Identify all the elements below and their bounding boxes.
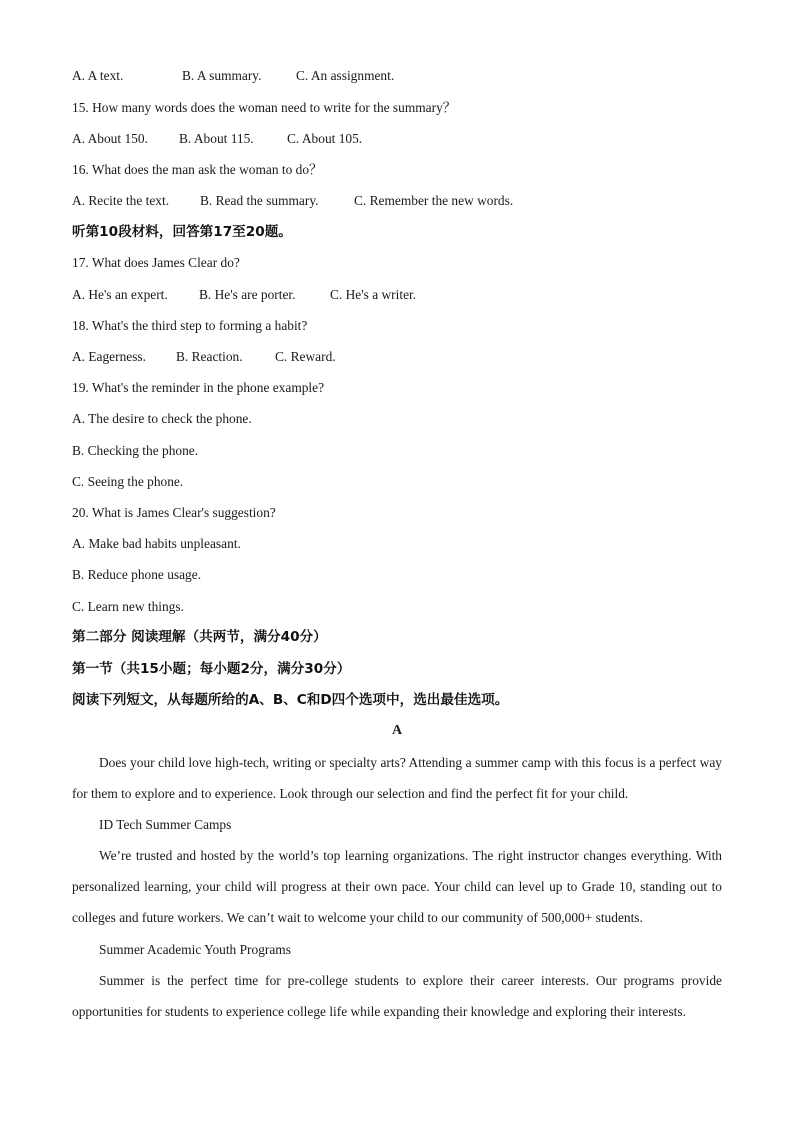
q16-question: 16. What does the man ask the woman to do？ — [72, 162, 323, 177]
part2-title: 第二部分 阅读理解（共两节，满分40分） — [72, 629, 327, 645]
passage-paragraph-3 — [72, 965, 722, 1027]
q15-question: 15. How many words does the woman need to write for the summary？ — [72, 100, 457, 115]
passage-paragraph-2 — [72, 840, 722, 934]
q15-options — [72, 130, 362, 148]
q19-question: 19. What's the reminder in the phone example? — [72, 380, 325, 395]
q20-option-b: B. Reduce phone usage. — [72, 567, 202, 582]
passage-paragraph-1-text: Does your child love high-tech, writing or specialty arts? Attending a summer camp with this focus is a perfect way for them to explore and to experience. Look through our selection and find the perfect fit for your child. — [72, 755, 722, 802]
q18-option-c: C. Reward. — [275, 349, 336, 364]
q17-option-a: A. He's an expert. — [72, 287, 168, 302]
q20-question: 20. What is James Clear's suggestion? — [72, 505, 276, 520]
q16-option-a: A. Recite the text. — [72, 193, 170, 208]
q14-option-c: C. An assignment. — [296, 68, 395, 83]
q20-option-a: A. Make bad habits unpleasant. — [72, 536, 241, 551]
q18-question: 18. What's the third step to forming a habit? — [72, 318, 308, 333]
q17-question: 17. What does James Clear do? — [72, 255, 240, 270]
q15-option-a: A. About 150. — [72, 131, 148, 146]
q17-option-b: B. He's are porter. — [199, 287, 296, 302]
q14-option-a: A. A text. — [72, 68, 124, 83]
q17-options — [72, 286, 416, 304]
section1-title: 第一节（共15小题；每小题2分，满分30分） — [72, 661, 351, 677]
q18-option-b: B. Reaction. — [176, 349, 243, 364]
q20-option-c: C. Learn new things. — [72, 599, 184, 614]
section10-header: 听第10段材料，回答第17至20题。 — [72, 224, 292, 240]
q17-option-c: C. He's a writer. — [330, 287, 417, 302]
q14-options — [72, 67, 394, 85]
q15-option-b: B. About 115. — [179, 131, 254, 146]
passage-heading-2: Summer Academic Youth Programs — [99, 942, 291, 957]
q16-option-b: B. Read the summary. — [200, 193, 319, 208]
q14-option-b: B. A summary. — [182, 68, 262, 83]
q16-options — [72, 192, 513, 210]
q15-option-c: C. About 105. — [287, 131, 363, 146]
q19-option-b: B. Checking the phone. — [72, 443, 199, 458]
passage-heading-1: ID Tech Summer Camps — [99, 817, 232, 832]
q16-option-c: C. Remember the new words. — [354, 193, 514, 208]
q19-option-a: A. The desire to check the phone. — [72, 411, 252, 426]
q19-option-c: C. Seeing the phone. — [72, 474, 184, 489]
instructions: 阅读下列短文，从每题所给的A、B、C和D四个选项中，选出最佳选项。 — [72, 692, 509, 708]
q18-options — [72, 348, 336, 366]
passage-label: A — [391, 723, 403, 738]
q18-option-a: A. Eagerness. — [72, 349, 146, 364]
passage-paragraph-2-text: We’re trusted and hosted by the world’s top learning organizations. The right instructor changes everything. With personalized learning, your child will progress at their own pace. Your child can level up to Grade 10, standing out to colleges and future workers. We can’t wait to welcome your child to our community of 500,000+ students. — [72, 848, 722, 926]
passage-paragraph-1 — [72, 747, 722, 809]
passage-paragraph-3-text: Summer is the perfect time for pre-college students to explore their career interests. Our programs provide opportunities for students to experience college life while expanding their knowledge and exploring their interests. — [72, 973, 722, 1020]
